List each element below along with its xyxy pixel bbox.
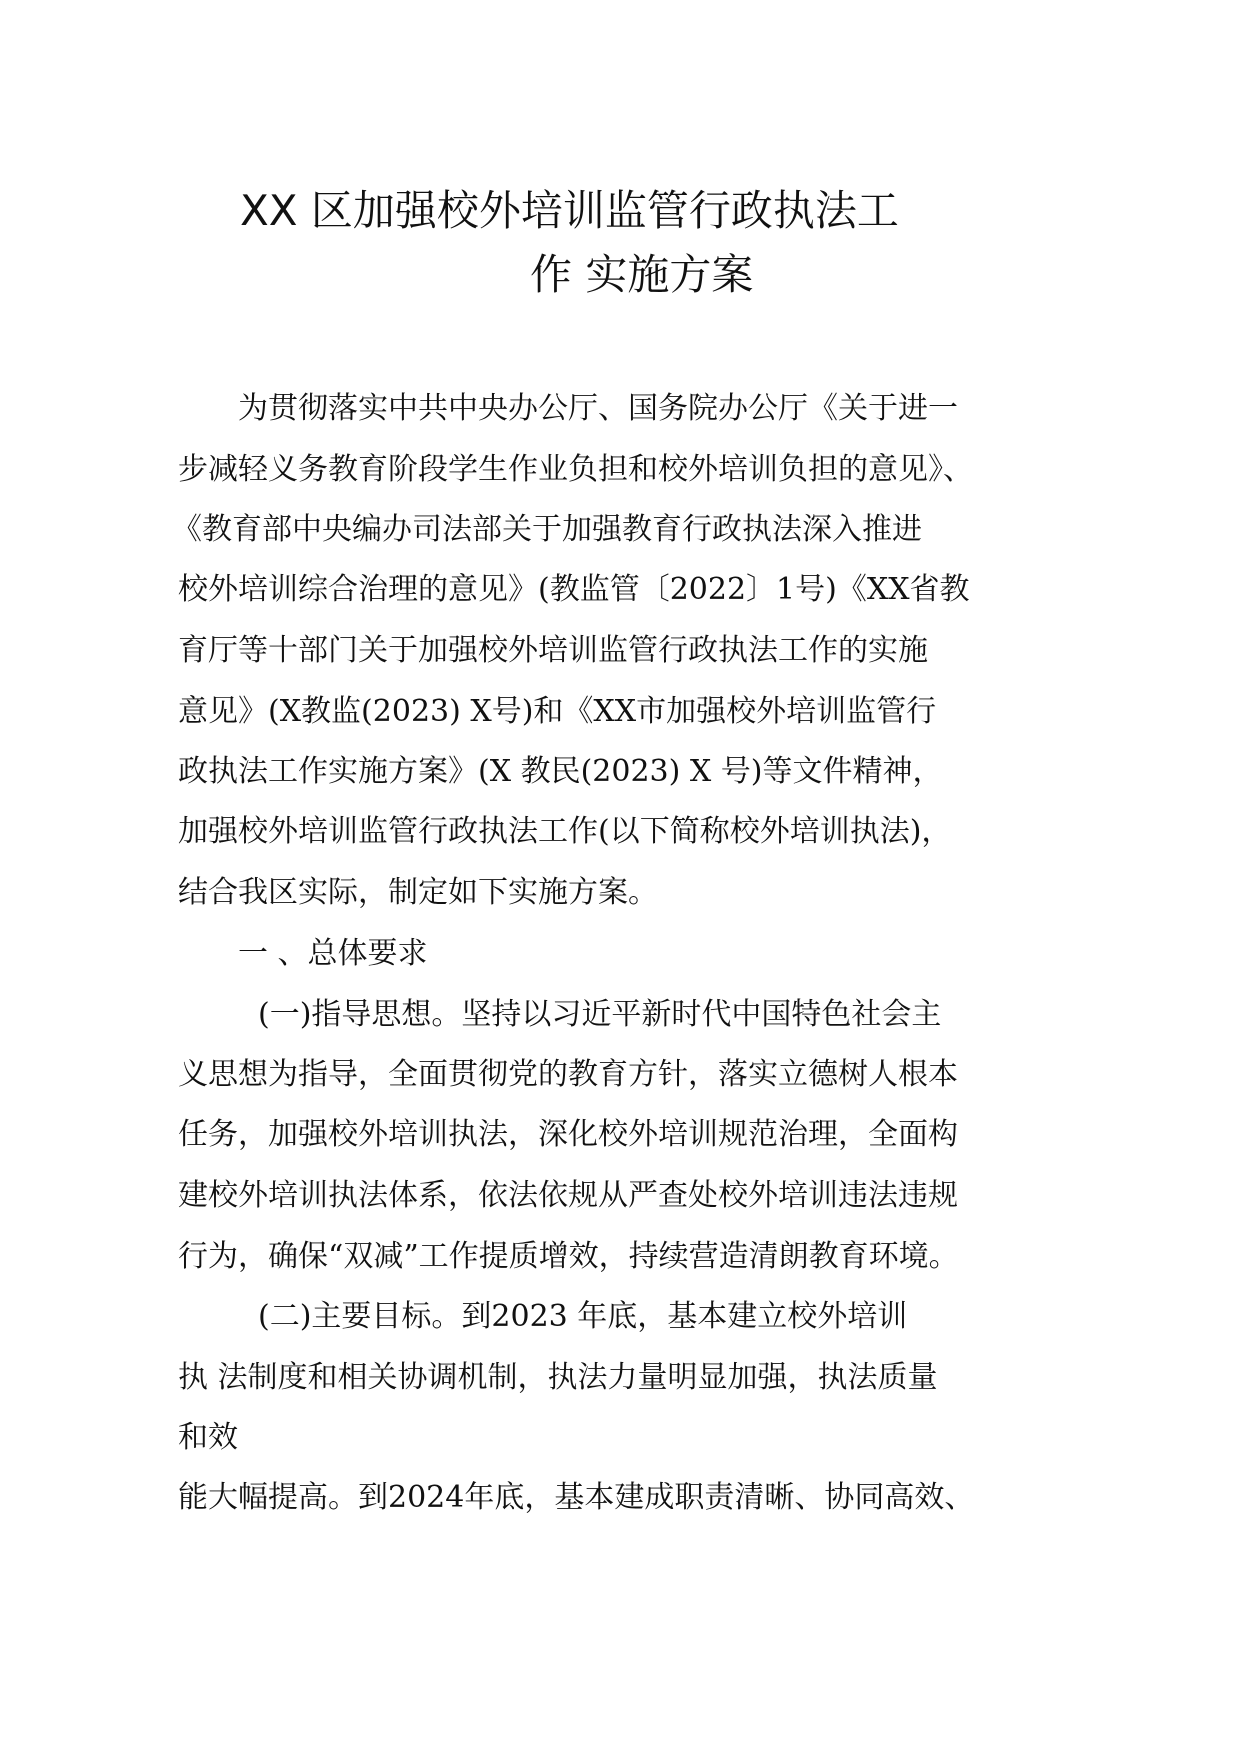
body-line: 为贯彻落实中共中央办公厅、国务院办公厅《关于进一 [238,391,958,426]
body-line: 育厅等十部门关于加强校外培训监管行政执法工作的实施 [178,633,928,668]
body-line: 建校外培训执法体系，依法依规从严查处校外培训违法违规 [178,1178,958,1213]
body-line: 结合我区实际，制定如下实施方案。 [178,875,658,910]
section-heading: 一 、总体要求 [238,936,428,971]
body-line: 校外培训综合治理的意见》(教监管〔2022〕1号)《XX省教 [178,572,970,607]
body-line: 能大幅提高。到2024年底，基本建成职责清晰、协同高效、 [178,1480,975,1515]
body-line: 加强校外培训监管行政执法工作(以下简称校外培训执法)， [178,814,952,849]
body-line: 意见》(X教监(2023) X号)和《XX市加强校外培训监管行 [178,694,937,729]
body-line: 《教育部中央编办司法部关于加强教育行政执法深入推进 [172,512,922,547]
body-line: 行为，确保“双减”工作提质增效，持续营造清朗教育环境。 [178,1239,959,1274]
body-line: 任务，加强校外培训执法，深化校外培训规范治理，全面构 [178,1117,958,1152]
body-line: (一)指导思想。坚持以习近平新时代中国特色社会主 [258,997,942,1032]
body-line: 执 法制度和相关协调机制，执法力量明显加强，执法质量 [178,1360,938,1395]
body-line: 步减轻义务教育阶段学生作业负担和校外培训负担的意见》、 [178,452,973,487]
document-title-line-1: XX 区加强校外培训监管行政执法工 [240,186,899,235]
document-title-line-2: 作 实施方案 [530,250,754,299]
body-line: 义思想为指导，全面贯彻党的教育方针，落实立德树人根本 [178,1057,958,1092]
body-line: 和效 [178,1420,238,1455]
body-line: (二)主要目标。到2023 年底，基本建立校外培训 [258,1299,908,1334]
body-line: 政执法工作实施方案》(X 教民(2023) X 号)等文件精神， [178,754,943,789]
